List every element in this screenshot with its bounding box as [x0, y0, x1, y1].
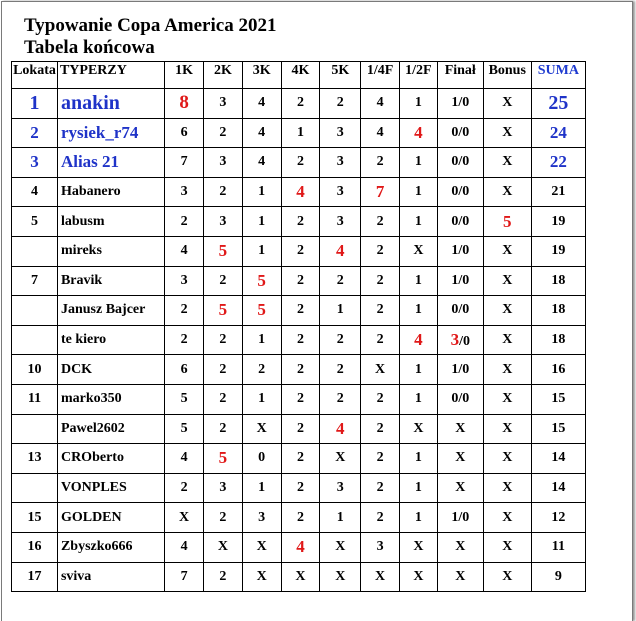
table-row — [12, 207, 586, 237]
final-cell: 1/0 — [437, 503, 483, 533]
bonus-cell: X — [483, 266, 531, 296]
4k-cell: 2 — [281, 473, 320, 503]
quarterfinal-cell: 3 — [361, 532, 400, 562]
1k-cell: 6 — [165, 355, 204, 385]
4k-cell: X — [281, 562, 320, 592]
table-row — [12, 384, 586, 414]
5k-cell: 2 — [320, 325, 361, 355]
quarterfinal-cell: 2 — [361, 414, 400, 444]
3k-cell: 1 — [242, 384, 281, 414]
suma-cell: 22 — [531, 148, 585, 178]
bonus-cell: X — [483, 325, 531, 355]
2k-cell: 5 — [203, 296, 242, 326]
5k-cell: 3 — [320, 177, 361, 207]
final-cell: 0/0 — [437, 148, 483, 178]
2k-cell: 3 — [203, 89, 242, 119]
table-row — [12, 444, 586, 474]
table-row — [12, 503, 586, 533]
player-name-cell: labusm — [57, 207, 164, 237]
2k-cell: 2 — [203, 266, 242, 296]
bonus-cell: X — [483, 236, 531, 266]
bonus-cell: 5 — [483, 207, 531, 237]
bonus-cell: X — [483, 148, 531, 178]
player-name-cell: rysiek_r74 — [57, 118, 164, 148]
player-name-cell: Habanero — [57, 177, 164, 207]
player-name-cell: te kiero — [57, 325, 164, 355]
bonus-cell: X — [483, 562, 531, 592]
3k-cell: 1 — [242, 473, 281, 503]
semifinal-cell: X — [400, 236, 438, 266]
1k-cell: X — [165, 503, 204, 533]
suma-cell: 18 — [531, 296, 585, 326]
player-name-cell: Bravik — [57, 266, 164, 296]
semifinal-cell: 1 — [400, 503, 438, 533]
final-score-highlight: 3 — [450, 330, 460, 350]
bonus-cell: X — [483, 473, 531, 503]
table-row — [12, 89, 586, 119]
header-quarterfinal: 1/4F — [361, 62, 400, 89]
1k-cell: 7 — [165, 562, 204, 592]
final-cell: X — [437, 532, 483, 562]
table-header-row — [12, 62, 586, 89]
table-row — [12, 414, 586, 444]
5k-cell: X — [320, 532, 361, 562]
table-row — [12, 177, 586, 207]
semifinal-cell: X — [400, 532, 438, 562]
4k-cell: 2 — [281, 207, 320, 237]
rank-cell: 17 — [12, 562, 58, 592]
header-bonus: Bonus — [483, 62, 531, 89]
table-row — [12, 148, 586, 178]
header-1k: 1K — [165, 62, 204, 89]
5k-cell: 2 — [320, 89, 361, 119]
bonus-cell: X — [483, 355, 531, 385]
rank-cell: 10 — [12, 355, 58, 385]
3k-cell: 1 — [242, 325, 281, 355]
final-cell: 0/0 — [437, 384, 483, 414]
5k-cell: 2 — [320, 384, 361, 414]
3k-cell: 5 — [242, 266, 281, 296]
4k-cell: 2 — [281, 414, 320, 444]
semifinal-cell: 1 — [400, 207, 438, 237]
quarterfinal-cell: 2 — [361, 236, 400, 266]
1k-cell: 2 — [165, 473, 204, 503]
2k-cell: 2 — [203, 325, 242, 355]
4k-cell: 2 — [281, 236, 320, 266]
5k-cell: 2 — [320, 355, 361, 385]
4k-cell: 2 — [281, 444, 320, 474]
table-row — [12, 118, 586, 148]
quarterfinal-cell: 4 — [361, 118, 400, 148]
4k-cell: 2 — [281, 355, 320, 385]
4k-cell: 2 — [281, 266, 320, 296]
3k-cell: 1 — [242, 207, 281, 237]
header-final: Finał — [437, 62, 483, 89]
final-cell: X — [437, 473, 483, 503]
suma-cell: 11 — [531, 532, 585, 562]
bonus-cell: X — [483, 532, 531, 562]
rank-cell: 13 — [12, 444, 58, 474]
quarterfinal-cell: 4 — [361, 89, 400, 119]
2k-cell: 2 — [203, 562, 242, 592]
quarterfinal-cell: 7 — [361, 177, 400, 207]
2k-cell: 3 — [203, 207, 242, 237]
4k-cell: 2 — [281, 296, 320, 326]
final-score-rest: /0 — [459, 334, 470, 350]
final-cell: X — [437, 562, 483, 592]
header-typerzy: TYPERZY — [57, 62, 164, 89]
2k-cell: 3 — [203, 473, 242, 503]
4k-cell: 1 — [281, 118, 320, 148]
player-name-cell: Zbyszko666 — [57, 532, 164, 562]
4k-cell: 4 — [281, 532, 320, 562]
rank-cell — [12, 296, 58, 326]
semifinal-cell: 1 — [400, 444, 438, 474]
1k-cell: 2 — [165, 207, 204, 237]
5k-cell: 3 — [320, 118, 361, 148]
quarterfinal-cell: 2 — [361, 325, 400, 355]
header-3k: 3K — [242, 62, 281, 89]
header-5k: 5K — [320, 62, 361, 89]
5k-cell: 4 — [320, 414, 361, 444]
semifinal-cell: 1 — [400, 473, 438, 503]
5k-cell: 3 — [320, 148, 361, 178]
1k-cell: 7 — [165, 148, 204, 178]
quarterfinal-cell: 2 — [361, 266, 400, 296]
suma-cell: 25 — [531, 89, 585, 119]
player-name-cell: mireks — [57, 236, 164, 266]
3k-cell: X — [242, 414, 281, 444]
5k-cell: 1 — [320, 503, 361, 533]
1k-cell: 3 — [165, 177, 204, 207]
quarterfinal-cell: 2 — [361, 444, 400, 474]
rank-cell: 16 — [12, 532, 58, 562]
header-2k: 2K — [203, 62, 242, 89]
5k-cell: 2 — [320, 266, 361, 296]
quarterfinal-cell: 2 — [361, 148, 400, 178]
table-row — [12, 355, 586, 385]
bonus-cell: X — [483, 89, 531, 119]
1k-cell: 2 — [165, 325, 204, 355]
3k-cell: 4 — [242, 148, 281, 178]
final-cell: 1/0 — [437, 266, 483, 296]
4k-cell: 2 — [281, 325, 320, 355]
3k-cell: 2 — [242, 355, 281, 385]
suma-cell: 15 — [531, 414, 585, 444]
suma-cell: 15 — [531, 384, 585, 414]
1k-cell: 4 — [165, 532, 204, 562]
3k-cell: X — [242, 532, 281, 562]
rank-cell: 7 — [12, 266, 58, 296]
bonus-cell: X — [483, 118, 531, 148]
5k-cell: 3 — [320, 207, 361, 237]
suma-cell: 18 — [531, 325, 585, 355]
1k-cell: 5 — [165, 414, 204, 444]
player-name-cell: DCK — [57, 355, 164, 385]
rank-cell: 3 — [12, 148, 58, 178]
2k-cell: 2 — [203, 384, 242, 414]
semifinal-cell: 1 — [400, 266, 438, 296]
rank-cell — [12, 414, 58, 444]
4k-cell: 2 — [281, 503, 320, 533]
5k-cell: 4 — [320, 236, 361, 266]
page-subtitle: Tabela końcowa — [24, 37, 155, 58]
2k-cell: 2 — [203, 355, 242, 385]
header-semifinal: 1/2F — [400, 62, 438, 89]
semifinal-cell: 1 — [400, 384, 438, 414]
semifinal-cell: 1 — [400, 296, 438, 326]
final-cell — [437, 325, 483, 355]
table-row — [12, 325, 586, 355]
3k-cell: 4 — [242, 118, 281, 148]
final-cell: 0/0 — [437, 296, 483, 326]
semifinal-cell: 1 — [400, 177, 438, 207]
2k-cell: 3 — [203, 148, 242, 178]
semifinal-cell: 4 — [400, 118, 438, 148]
bonus-cell: X — [483, 444, 531, 474]
table-row — [12, 473, 586, 503]
1k-cell: 6 — [165, 118, 204, 148]
5k-cell: X — [320, 444, 361, 474]
2k-cell: 5 — [203, 236, 242, 266]
table-row — [12, 266, 586, 296]
3k-cell: 3 — [242, 503, 281, 533]
suma-cell: 21 — [531, 177, 585, 207]
3k-cell: X — [242, 562, 281, 592]
page-title: Typowanie Copa America 2021 — [24, 15, 277, 36]
suma-cell: 12 — [531, 503, 585, 533]
bonus-cell: X — [483, 296, 531, 326]
4k-cell: 4 — [281, 177, 320, 207]
quarterfinal-cell: 2 — [361, 384, 400, 414]
3k-cell: 0 — [242, 444, 281, 474]
header-lokata: Lokata — [12, 62, 58, 89]
suma-cell: 14 — [531, 473, 585, 503]
header-suma: SUMA — [531, 62, 585, 89]
bonus-cell: X — [483, 384, 531, 414]
1k-cell: 5 — [165, 384, 204, 414]
2k-cell: X — [203, 532, 242, 562]
semifinal-cell: 4 — [400, 325, 438, 355]
3k-cell: 1 — [242, 177, 281, 207]
1k-cell: 4 — [165, 236, 204, 266]
table-row — [12, 562, 586, 592]
rank-cell: 4 — [12, 177, 58, 207]
quarterfinal-cell: 2 — [361, 207, 400, 237]
results-table — [11, 61, 586, 592]
player-name-cell: CROberto — [57, 444, 164, 474]
final-cell: 0/0 — [437, 207, 483, 237]
final-cell: X — [437, 414, 483, 444]
bonus-cell: X — [483, 503, 531, 533]
rank-cell: 11 — [12, 384, 58, 414]
table-row — [12, 296, 586, 326]
3k-cell: 1 — [242, 236, 281, 266]
2k-cell: 2 — [203, 118, 242, 148]
player-name-cell: Pawel2602 — [57, 414, 164, 444]
suma-cell: 19 — [531, 207, 585, 237]
bonus-cell: X — [483, 414, 531, 444]
quarterfinal-cell: 2 — [361, 296, 400, 326]
rank-cell — [12, 473, 58, 503]
suma-cell: 9 — [531, 562, 585, 592]
bonus-cell: X — [483, 177, 531, 207]
rank-cell: 1 — [12, 89, 58, 119]
semifinal-cell: 1 — [400, 355, 438, 385]
semifinal-cell: 1 — [400, 89, 438, 119]
quarterfinal-cell: X — [361, 562, 400, 592]
final-cell: X — [437, 444, 483, 474]
rank-cell: 5 — [12, 207, 58, 237]
rank-cell: 15 — [12, 503, 58, 533]
header-4k: 4K — [281, 62, 320, 89]
final-cell: 0/0 — [437, 177, 483, 207]
table-row — [12, 532, 586, 562]
quarterfinal-cell: 2 — [361, 503, 400, 533]
quarterfinal-cell: 2 — [361, 473, 400, 503]
semifinal-cell: X — [400, 414, 438, 444]
semifinal-cell: 1 — [400, 148, 438, 178]
rank-cell — [12, 325, 58, 355]
1k-cell: 2 — [165, 296, 204, 326]
player-name-cell: GOLDEN — [57, 503, 164, 533]
player-name-cell: VONPLES — [57, 473, 164, 503]
player-name-cell: marko350 — [57, 384, 164, 414]
2k-cell: 2 — [203, 414, 242, 444]
final-cell: 0/0 — [437, 118, 483, 148]
2k-cell: 5 — [203, 444, 242, 474]
3k-cell: 5 — [242, 296, 281, 326]
suma-cell: 19 — [531, 236, 585, 266]
1k-cell: 4 — [165, 444, 204, 474]
suma-cell: 16 — [531, 355, 585, 385]
4k-cell: 2 — [281, 89, 320, 119]
suma-cell: 24 — [531, 118, 585, 148]
semifinal-cell: X — [400, 562, 438, 592]
1k-cell: 3 — [165, 266, 204, 296]
player-name-cell: anakin — [57, 89, 164, 119]
1k-cell: 8 — [165, 89, 204, 119]
4k-cell: 2 — [281, 148, 320, 178]
rank-cell — [12, 236, 58, 266]
suma-cell: 14 — [531, 444, 585, 474]
player-name-cell: Alias 21 — [57, 148, 164, 178]
5k-cell: 3 — [320, 473, 361, 503]
final-cell: 1/0 — [437, 355, 483, 385]
5k-cell: 1 — [320, 296, 361, 326]
final-cell: 1/0 — [437, 89, 483, 119]
suma-cell: 18 — [531, 266, 585, 296]
2k-cell: 2 — [203, 503, 242, 533]
3k-cell: 4 — [242, 89, 281, 119]
5k-cell: X — [320, 562, 361, 592]
player-name-cell: Janusz Bajcer — [57, 296, 164, 326]
4k-cell: 2 — [281, 384, 320, 414]
2k-cell: 2 — [203, 177, 242, 207]
table-row — [12, 236, 586, 266]
player-name-cell: sviva — [57, 562, 164, 592]
final-cell: 1/0 — [437, 236, 483, 266]
rank-cell: 2 — [12, 118, 58, 148]
quarterfinal-cell: X — [361, 355, 400, 385]
